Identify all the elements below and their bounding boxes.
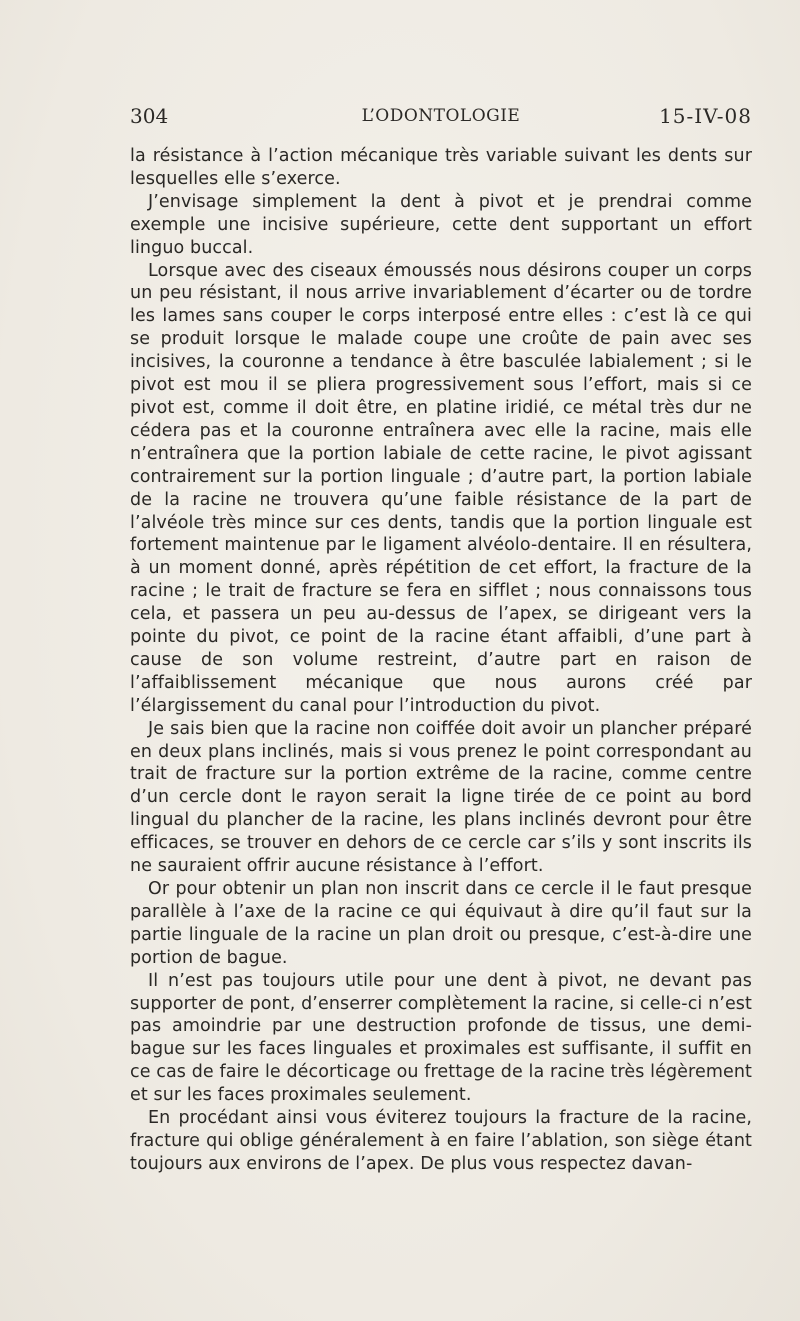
paragraph: Je sais bien que la racine non coiffée doit avoir un plancher préparé en deux plans inclinés, mais si vous prenez le point correspondant au trait de fracture sur la portion extrême de la racine, comme centre d’un cercle dont le rayon serait la ligne tirée de ce point au bord lingual du plancher de la racine, les plans inclinés devront pour être efficaces, se trouver en dehors de ce cercle car s’ils y sont inscrits ils ne sauraient offrir aucune résistance à l’effort. bbox=[130, 718, 752, 877]
paragraph: Lorsque avec des ciseaux émoussés nous désirons couper un corps un peu résistant, il nous arrive invariablement d’écarter ou de tordre les lames sans couper le corps interposé entre elles : c’est là ce qui se produit lorsque le malade coupe une croûte de pain avec ses incisives, la couronne a tendance à être basculée labialement ; si le pivot est mou il se pliera progressivement sous l’effort, mais si ce pivot est, comme il doit être, en platine iridié, ce métal très dur ne cédera pas et la couronne entraînera avec elle la racine, mais elle n’entraînera que la portion labiale de cette racine, le pivot agissant contrairement sur la portion linguale ; d’autre part, la portion labiale de la racine ne trouvera qu’une faible résistance de la part de l’alvéole très mince sur ces dents, tandis que la portion linguale est fortement maintenue par le ligament alvéolo-dentaire. Il en résultera, à un moment donné, après répétition de cet effort, la fracture de la racine ; le trait de fracture se fera en sifflet ; nous connaissons tous cela, et passera un peu au-dessus de l’apex, se dirigeant vers la pointe du pivot, ce point de la racine étant affaibli, d’une part à cause de son volume restreint, d’autre part en raison de l’affaiblissement mécanique que nous aurons créé par l’élargissement du canal pour l’introduction du pivot. bbox=[130, 260, 752, 716]
paragraph-continuation: la résistance à l’action mécanique très variable suivant les dents sur lesquelles elle s’exerce. bbox=[130, 146, 752, 189]
journal-title: L’ODONTOLOGIE bbox=[361, 106, 521, 126]
page-number: 304 bbox=[130, 104, 169, 128]
paragraph: Or pour obtenir un plan non inscrit dans ce cercle il le faut presque parallèle à l’axe de la racine ce qui équivaut à dire qu’il faut sur la partie linguale de la racine un plan droit ou presque, c’est-à-dire une portion de bague. bbox=[130, 879, 752, 968]
article-body bbox=[130, 145, 752, 1176]
paragraph: Il n’est pas toujours utile pour une dent à pivot, ne devant pas supporter de pont, d’enserrer complètement la racine, si celle-ci n’est pas amoindrie par une destruction profonde de tissus, une demi-bague sur les faces linguales et proximales est suffisante, il suffit en ce cas de faire le décorticage ou frettage de la racine très légèrement et sur les faces proximales seulement. bbox=[130, 970, 752, 1106]
running-head bbox=[130, 104, 752, 134]
issue-date: 15-IV-08 bbox=[659, 104, 752, 128]
paragraph: En procédant ainsi vous éviterez toujours la fracture de la racine, fracture qui oblige généralement à en faire l’ablation, son siège étant toujours aux environs de l’apex. De plus vous respectez davan- bbox=[130, 1108, 752, 1174]
paragraph: J’envisage simplement la dent à pivot et je prendrai comme exemple une incisive supérieure, cette dent supportant un effort linguo buccal. bbox=[130, 191, 752, 258]
